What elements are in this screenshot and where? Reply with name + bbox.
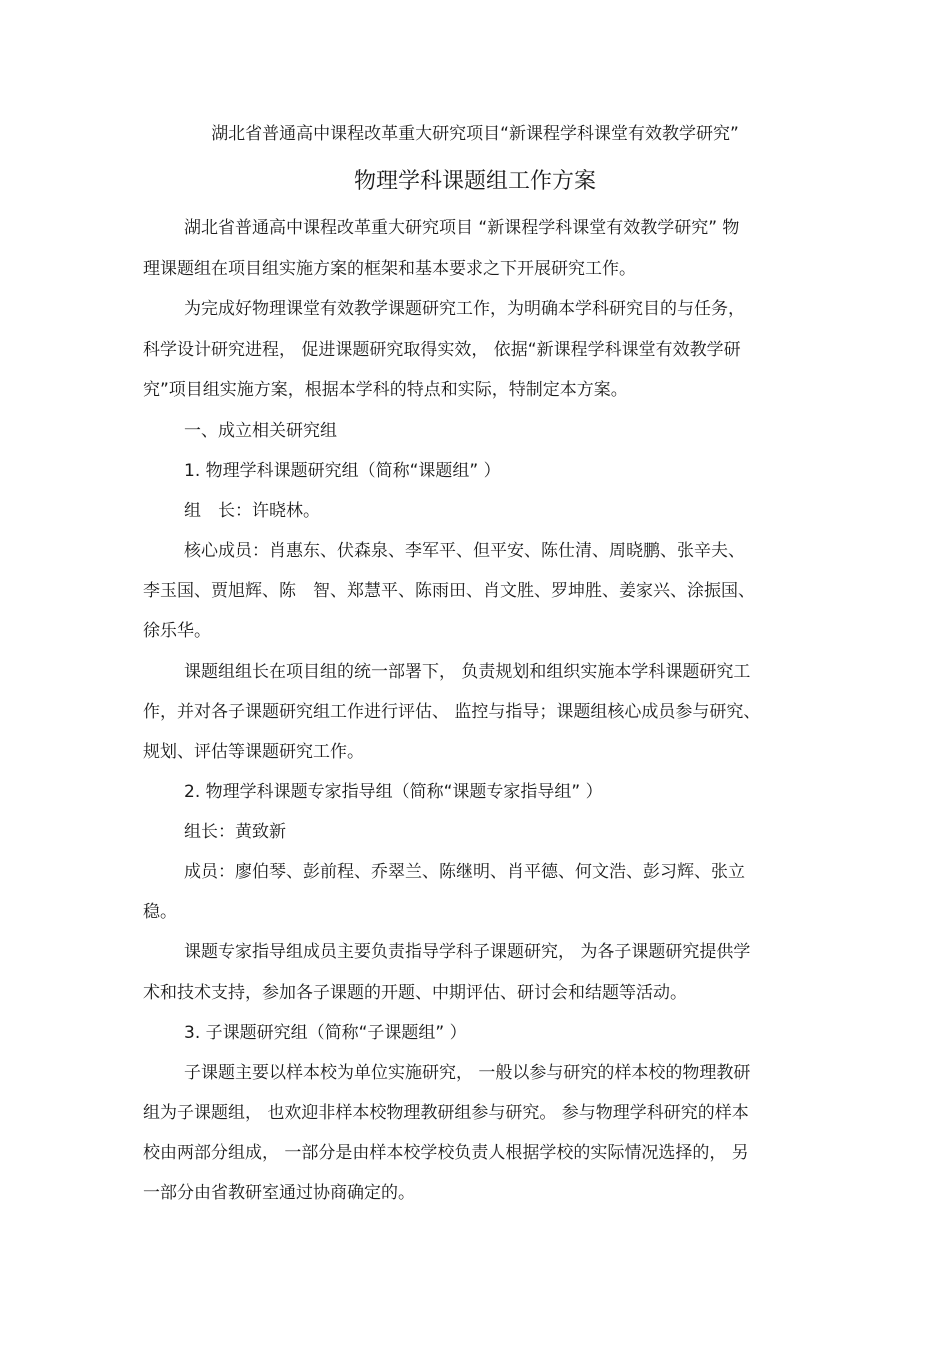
paragraph-line: 一部分由省教研室通过协商确定的。 bbox=[143, 1183, 415, 1203]
paragraph-line: 徐乐华。 bbox=[143, 621, 211, 641]
paragraph-line: 核心成员：肖惠东、伏森泉、李军平、但平安、陈仕清、周晓鹏、张辛夫、 bbox=[184, 541, 745, 561]
document-title: 物理学科课题组工作方案 bbox=[353, 169, 596, 194]
paragraph-line: 成员：廖伯琴、彭前程、乔翠兰、陈继明、肖平德、何文浩、彭习辉、张立 bbox=[184, 862, 745, 882]
section-heading: 一、成立相关研究组 bbox=[184, 421, 337, 441]
paragraph-line: 湖北省普通高中课程改革重大研究项目 “新课程学科课堂有效教学研究” 物 bbox=[184, 218, 740, 238]
paragraph-line: 李玉国、贾旭辉、陈 智、郑慧平、陈雨田、肖文胜、罗坤胜、姜家兴、涂振国、 bbox=[143, 581, 755, 601]
document-header: 湖北省普通高中课程改革重大研究项目“新课程学科课堂有效教学研究” bbox=[211, 124, 739, 144]
paragraph-line: 课题组组长在项目组的统一部署下， 负责规划和组织实施本学科课题研究工 bbox=[184, 662, 751, 682]
subsection-heading: 2. 物理学科课题专家指导组（简称“课题专家指导组” ） bbox=[184, 782, 603, 802]
paragraph-line: 为完成好物理课堂有效教学课题研究工作，为明确本学科研究目的与任务， bbox=[184, 299, 745, 319]
paragraph-line: 理课题组在项目组实施方案的框架和基本要求之下开展研究工作。 bbox=[143, 259, 636, 279]
paragraph-line: 组 长：许晓林。 bbox=[184, 501, 320, 521]
paragraph-line: 科学设计研究进程， 促进课题研究取得实效， 依据“新课程学科课堂有效教学研 bbox=[143, 340, 741, 360]
paragraph-line: 作，并对各子课题研究组工作进行评估、 监控与指导；课题组核心成员参与研究、 bbox=[143, 702, 761, 722]
subsection-heading: 1. 物理学科课题研究组（简称“课题组” ） bbox=[184, 461, 501, 481]
paragraph-line: 稳。 bbox=[143, 902, 177, 922]
paragraph-line: 术和技术支持，参加各子课题的开题、中期评估、研讨会和结题等活动。 bbox=[143, 983, 687, 1003]
paragraph-line: 校由两部分组成， 一部分是由样本校学校负责人根据学校的实际情况选择的， 另 bbox=[143, 1143, 749, 1163]
paragraph-line: 规划、评估等课题研究工作。 bbox=[143, 742, 364, 762]
paragraph-line: 究”项目组实施方案，根据本学科的特点和实际，特制定本方案。 bbox=[143, 380, 628, 400]
paragraph-line: 子课题主要以样本校为单位实施研究， 一般以参与研究的样本校的物理教研 bbox=[184, 1063, 751, 1083]
paragraph-line: 组为子课题组， 也欢迎非样本校物理教研组参与研究。 参与物理学科研究的样本 bbox=[143, 1103, 749, 1123]
paragraph-line: 组长：黄致新 bbox=[184, 822, 286, 842]
paragraph-line: 课题专家指导组成员主要负责指导学科子课题研究， 为各子课题研究提供学 bbox=[184, 942, 751, 962]
subsection-heading: 3. 子课题研究组（简称“子课题组” ） bbox=[184, 1023, 467, 1043]
